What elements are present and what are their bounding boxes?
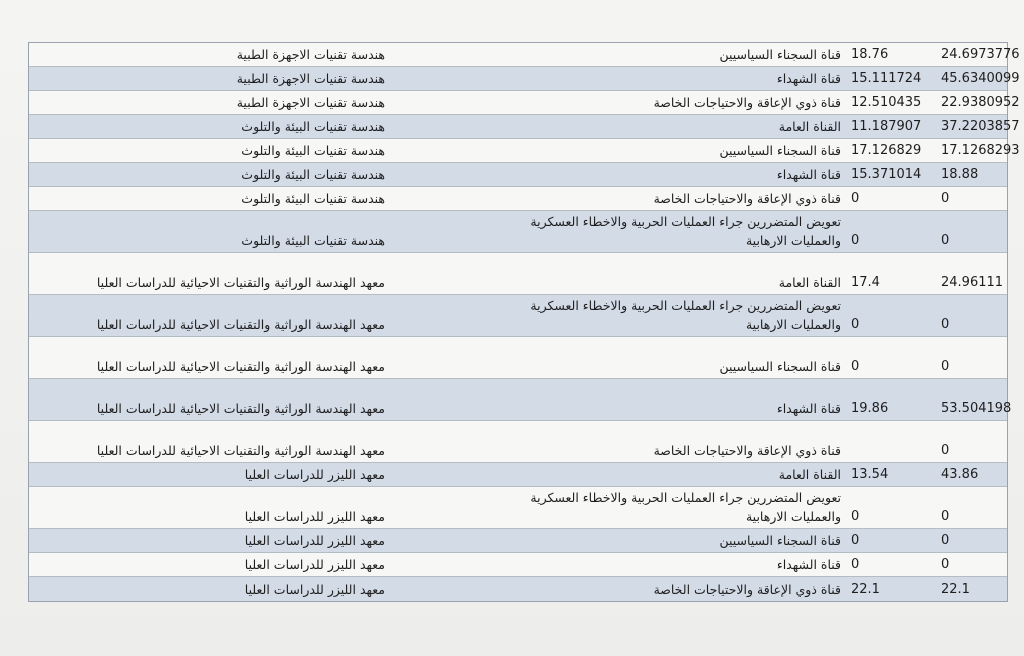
value-min: 0	[851, 317, 860, 332]
value-min: 18.76	[851, 47, 889, 62]
value-min: 0	[851, 233, 860, 248]
department-name: هندسة تقنيات الاجهزة الطبية	[236, 71, 385, 86]
value-min: 17.126829	[851, 143, 922, 158]
value-min: 15.111724	[851, 71, 922, 86]
channel-name: قناة الشهداء	[776, 401, 841, 416]
value-min: 0	[851, 191, 860, 206]
channel-name: قناة ذوي الإعاقة والاحتياجات الخاصة	[653, 582, 841, 597]
value-min: 0	[851, 359, 860, 374]
department-name: معهد الهندسة الوراثية والتقنيات الاحيائية للدراسات العليا	[96, 401, 385, 416]
channel-name: القناة العامة	[778, 119, 841, 134]
table-row	[29, 91, 1020, 115]
table-row	[29, 379, 1012, 421]
value-max: 0	[941, 359, 950, 374]
channel-name: قناة السجناء السياسيين	[719, 359, 841, 374]
department-name: هندسة تقنيات البيئة والتلوث	[241, 167, 385, 182]
department-name: معهد الليزر للدراسات العليا	[244, 557, 385, 572]
table-row	[29, 163, 1007, 187]
value-max: 0	[941, 533, 950, 548]
table-row	[29, 253, 1007, 295]
value-max: 53.504198	[941, 401, 1012, 416]
department-name: هندسة تقنيات الاجهزة الطبية	[236, 95, 385, 110]
department-name: معهد الليزر للدراسات العليا	[244, 467, 385, 482]
table-row	[29, 337, 1007, 379]
table-row	[29, 577, 1007, 601]
value-min: 0	[851, 509, 860, 524]
department-name: معهد الهندسة الوراثية والتقنيات الاحيائية للدراسات العليا	[96, 443, 385, 458]
table-row	[29, 43, 1020, 67]
channel-name: قناة ذوي الإعاقة والاحتياجات الخاصة	[653, 95, 841, 110]
value-max: 37.2203857	[941, 119, 1020, 134]
channel-name: قناة الشهداء	[776, 557, 841, 572]
department-name: معهد الليزر للدراسات العليا	[244, 582, 385, 597]
value-max: 43.86	[941, 467, 979, 482]
channel-name: تعويض المتضررين جراء العمليات الحربية والاخطاء العسكرية والعمليات الارهابية	[530, 214, 841, 248]
value-min: 19.86	[851, 401, 889, 416]
table-row	[29, 421, 1007, 463]
channel-name: قناة السجناء السياسيين	[719, 47, 841, 62]
department-name: معهد الهندسة الوراثية والتقنيات الاحيائية للدراسات العليا	[96, 317, 385, 332]
value-max: 18.88	[941, 167, 979, 182]
channel-name: تعويض المتضررين جراء العمليات الحربية والاخطاء العسكرية والعمليات الارهابية	[530, 490, 841, 524]
department-name: هندسة تقنيات البيئة والتلوث	[241, 191, 385, 206]
value-min: 13.54	[851, 467, 889, 482]
table-row	[29, 487, 1007, 529]
channel-name: القناة العامة	[778, 275, 841, 290]
table-row	[29, 115, 1020, 139]
value-min: 22.1	[851, 582, 880, 597]
value-max: 24.6973776	[941, 47, 1020, 62]
table-row	[29, 553, 1007, 577]
value-max: 24.96111	[941, 275, 1004, 290]
value-max: 0	[941, 317, 950, 332]
table-row	[29, 67, 1020, 91]
value-max: 45.6340099	[941, 71, 1020, 86]
channel-name: قناة السجناء السياسيين	[719, 533, 841, 548]
value-max: 22.9380952	[941, 95, 1020, 110]
table-row	[29, 295, 1007, 337]
department-name: معهد الليزر للدراسات العليا	[244, 509, 385, 524]
department-name: هندسة تقنيات البيئة والتلوث	[241, 233, 385, 248]
value-min: 11.187907	[851, 119, 922, 134]
value-max: 0	[941, 233, 950, 248]
value-max: 0	[941, 509, 950, 524]
value-max: 0	[941, 191, 950, 206]
value-min	[845, 421, 935, 462]
department-name: هندسة تقنيات الاجهزة الطبية	[236, 47, 385, 62]
value-min: 15.371014	[851, 167, 922, 182]
department-name: معهد الليزر للدراسات العليا	[244, 533, 385, 548]
channel-name: القناة العامة	[778, 467, 841, 482]
department-name: هندسة تقنيات البيئة والتلوث	[241, 119, 385, 134]
value-min: 0	[851, 533, 860, 548]
value-max: 0	[941, 557, 950, 572]
department-name: معهد الهندسة الوراثية والتقنيات الاحيائية للدراسات العليا	[96, 359, 385, 374]
table-row	[29, 139, 1020, 163]
channel-name: قناة الشهداء	[776, 71, 841, 86]
table-row	[29, 211, 1007, 253]
channel-name: قناة السجناء السياسيين	[719, 143, 841, 158]
department-name: معهد الهندسة الوراثية والتقنيات الاحيائية للدراسات العليا	[96, 275, 385, 290]
table-row	[29, 529, 1007, 553]
table-row	[29, 463, 1007, 487]
admission-table	[28, 42, 1020, 602]
channel-name: قناة ذوي الإعاقة والاحتياجات الخاصة	[653, 191, 841, 206]
value-min: 12.510435	[851, 95, 922, 110]
value-max: 0	[941, 443, 950, 458]
value-min: 0	[851, 557, 860, 572]
channel-name: تعويض المتضررين جراء العمليات الحربية والاخطاء العسكرية والعمليات الارهابية	[530, 298, 841, 332]
department-name: هندسة تقنيات البيئة والتلوث	[241, 143, 385, 158]
table-row	[29, 187, 1007, 211]
channel-name: قناة الشهداء	[776, 167, 841, 182]
channel-name: قناة ذوي الإعاقة والاحتياجات الخاصة	[653, 443, 841, 458]
value-min: 17.4	[851, 275, 880, 290]
value-max: 22.1	[941, 582, 970, 597]
value-max: 17.1268293	[941, 143, 1020, 158]
